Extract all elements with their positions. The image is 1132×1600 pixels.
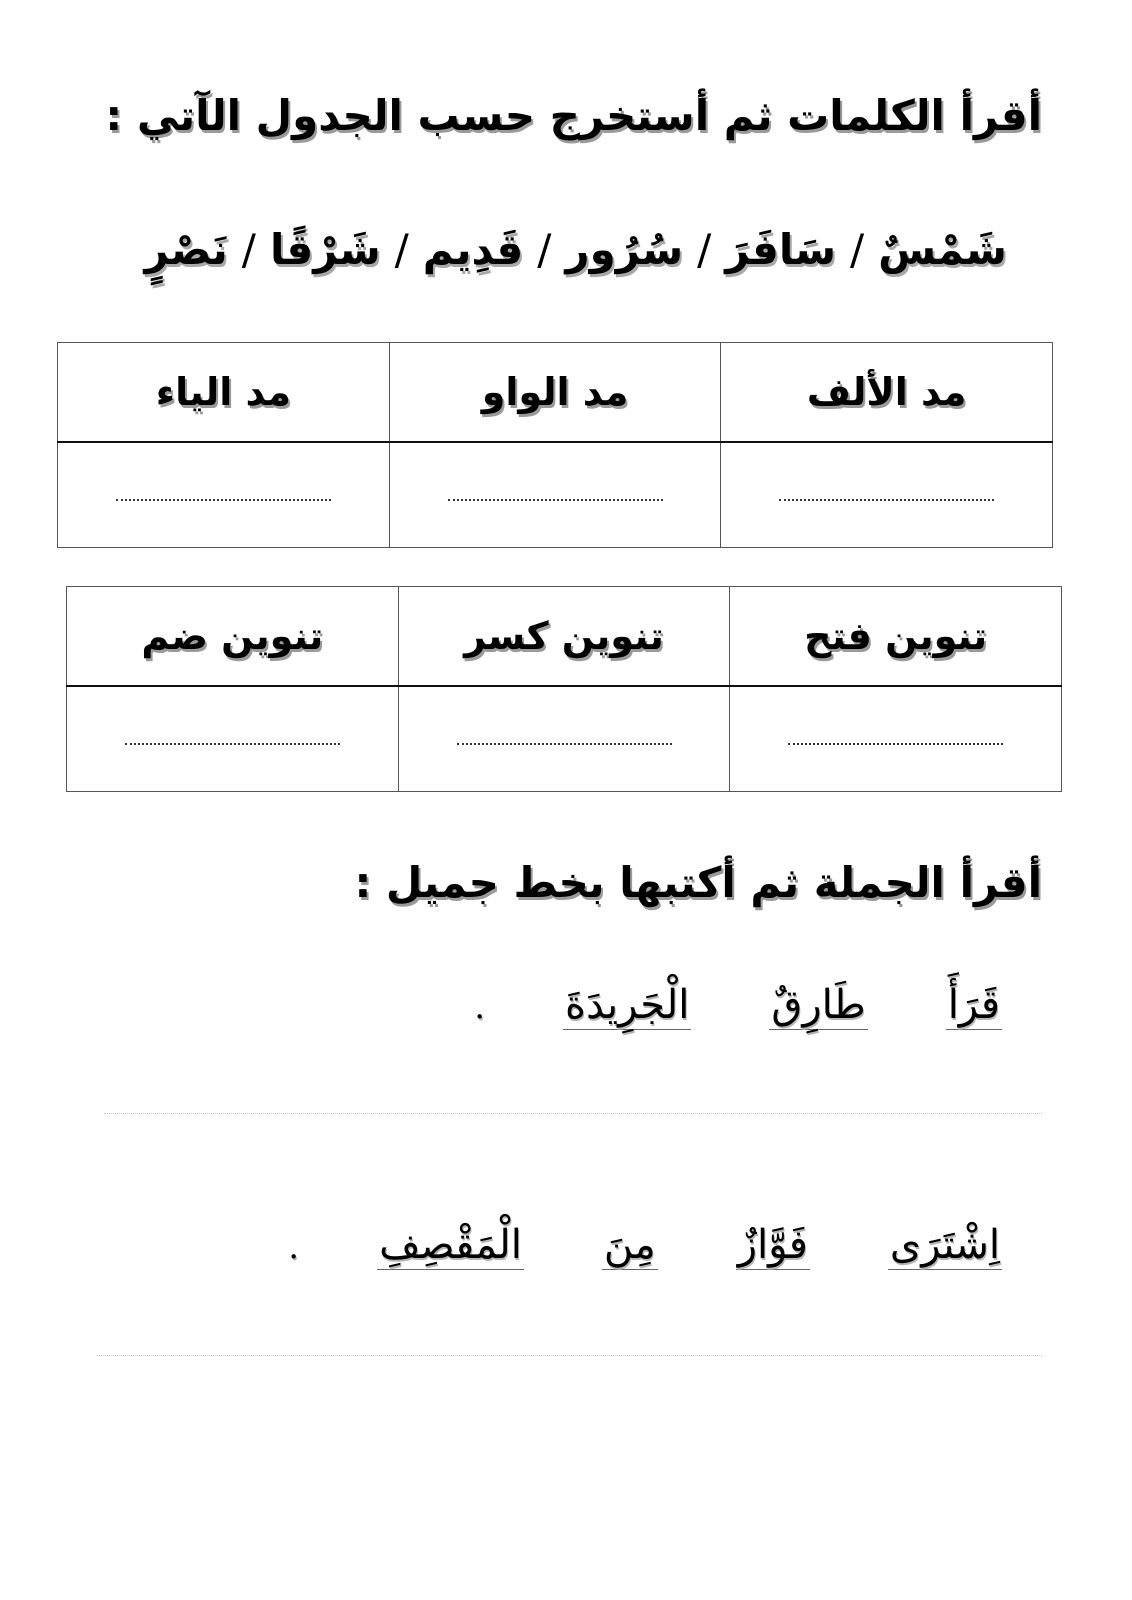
word-bank-item: نَصْرٍ	[144, 225, 228, 274]
header-tanween-kasr: تنوين كسر	[398, 587, 730, 687]
sentence-word: فَوَّازٌ	[737, 1222, 808, 1268]
answer-cell-madd-waw[interactable]	[389, 442, 721, 548]
table-header-row	[58, 343, 1053, 443]
sentence-word: مِنَ	[603, 1222, 656, 1268]
dotted-answer-line	[116, 499, 331, 501]
answer-cell-madd-alif[interactable]	[721, 442, 1053, 548]
word-separator: /	[697, 225, 712, 274]
header-madd-waw: مد الواو	[389, 343, 721, 443]
word-separator: /	[537, 225, 552, 274]
header-tanween-damm: تنوين ضم	[67, 587, 399, 687]
word-bank-item: شَمْسٌ	[878, 225, 1007, 274]
word-bank-item: قَدِيم	[422, 225, 524, 274]
dotted-answer-line	[448, 499, 663, 501]
writing-line[interactable]	[97, 1355, 1042, 1356]
sentence-2	[288, 1222, 1002, 1270]
dotted-answer-line	[779, 499, 994, 501]
sentence-word: قَرَأَ	[947, 982, 1000, 1028]
sentence-word: الْمَقْصِفِ	[379, 1222, 522, 1268]
exercise-2-instruction: أقرأ الجملة ثم أكتبها بخط جميل :	[354, 858, 1042, 907]
writing-line[interactable]	[104, 1113, 1042, 1114]
sentence-end-mark: .	[474, 987, 486, 1027]
sentence-word: الْجَرِيدَةَ	[565, 982, 690, 1028]
word-separator: /	[241, 225, 256, 274]
exercise-1-instruction: أقرأ الكلمات ثم أستخرج حسب الجدول الآتي :	[105, 91, 1042, 140]
sentence-1	[474, 982, 1002, 1030]
dotted-answer-line	[788, 743, 1003, 745]
sentence-word: طَارِقٌ	[771, 982, 866, 1028]
word-bank-item: شَرْقًا	[269, 225, 381, 274]
table-answer-row	[58, 442, 1053, 548]
word-separator: /	[394, 225, 409, 274]
table-answer-row	[67, 686, 1062, 792]
table-header-row	[67, 587, 1062, 687]
word-separator: /	[850, 225, 865, 274]
sentence-word: اِشْتَرَى	[889, 1222, 1000, 1268]
header-madd-ya: مد الياء	[58, 343, 390, 443]
sentence-end-mark: .	[288, 1227, 300, 1267]
dotted-answer-line	[457, 743, 672, 745]
word-bank-item: سُرُور	[565, 225, 684, 274]
tanween-table	[66, 586, 1062, 792]
dotted-answer-line	[125, 743, 340, 745]
word-bank	[144, 225, 1007, 274]
answer-cell-madd-ya[interactable]	[58, 442, 390, 548]
answer-cell-tanween-fath[interactable]	[730, 686, 1062, 792]
answer-cell-tanween-damm[interactable]	[67, 686, 399, 792]
header-madd-alif: مد الألف	[721, 343, 1053, 443]
madd-table	[57, 342, 1053, 548]
answer-cell-tanween-kasr[interactable]	[398, 686, 730, 792]
word-bank-item: سَافَرَ	[725, 225, 836, 274]
header-tanween-fath: تنوين فتح	[730, 587, 1062, 687]
